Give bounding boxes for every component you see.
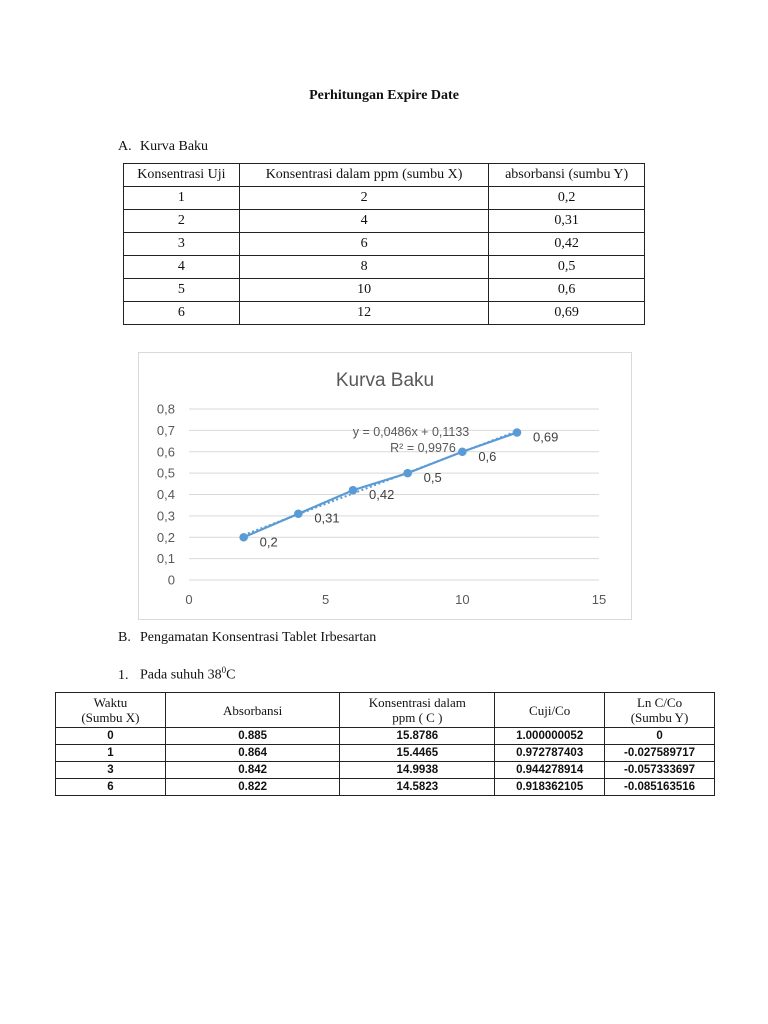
y-tick-label: 0,6 bbox=[156, 444, 175, 460]
section-a-label: Kurva Baku bbox=[140, 139, 209, 154]
table-cell: 0,5 bbox=[489, 256, 645, 279]
y-tick-label: 0,4 bbox=[156, 487, 175, 502]
data-point bbox=[513, 428, 522, 437]
section-a-heading bbox=[118, 139, 208, 155]
table-cell: -0.085163516 bbox=[605, 779, 715, 796]
data-label: 0,42 bbox=[369, 487, 395, 503]
table-cell: -0.027589717 bbox=[605, 745, 715, 762]
subsection-1-heading bbox=[118, 665, 236, 684]
section-b-label: Pengamatan Konsentrasi Tablet Irbesartan bbox=[140, 630, 377, 645]
header-cell: Ln C/Co (Sumbu Y) bbox=[605, 693, 715, 728]
table-cell: 1 bbox=[124, 187, 240, 210]
table-cell: 0.972787403 bbox=[495, 745, 605, 762]
data-point bbox=[403, 469, 412, 478]
table-cell: 8 bbox=[239, 256, 488, 279]
y-tick-label: 0,5 bbox=[156, 465, 175, 481]
x-tick-label: 10 bbox=[455, 592, 470, 607]
table-cell: 12 bbox=[239, 302, 488, 325]
y-tick-label: 0,1 bbox=[156, 551, 175, 567]
data-point bbox=[349, 486, 358, 495]
table-row bbox=[56, 728, 715, 745]
trendline-equation: y = 0,0486x + 0,1133 bbox=[352, 425, 470, 439]
table-cell: -0.057333697 bbox=[605, 762, 715, 779]
table-cell: 14.9938 bbox=[340, 762, 495, 779]
table-cell: 0.918362105 bbox=[495, 779, 605, 796]
table-cell: 0,31 bbox=[489, 210, 645, 233]
konsentrasi-table bbox=[55, 692, 715, 796]
table-row bbox=[124, 233, 645, 256]
kurva-baku-table bbox=[123, 163, 645, 325]
table-cell: 0.842 bbox=[165, 762, 340, 779]
table-cell: 6 bbox=[239, 233, 488, 256]
x-tick-label: 0 bbox=[185, 592, 193, 607]
chart-svg bbox=[139, 353, 631, 619]
table-row bbox=[124, 256, 645, 279]
header-cell: Konsentrasi dalam ppm ( C ) bbox=[340, 693, 495, 728]
header-cell: Cuji/Co bbox=[495, 693, 605, 728]
header-cell: Konsentrasi dalam ppm (sumbu X) bbox=[239, 164, 488, 187]
kurva-baku-chart bbox=[138, 352, 632, 620]
table-cell: 0 bbox=[605, 728, 715, 745]
y-tick-label: 0,8 bbox=[156, 401, 175, 417]
table-row bbox=[124, 187, 645, 210]
table-cell: 0.885 bbox=[165, 728, 340, 745]
table-cell: 0,69 bbox=[489, 302, 645, 325]
data-point bbox=[239, 533, 248, 542]
table-row bbox=[56, 779, 715, 796]
table-cell: 0.944278914 bbox=[495, 762, 605, 779]
table-row bbox=[124, 210, 645, 233]
table-cell: 0,6 bbox=[489, 279, 645, 302]
data-point bbox=[294, 509, 303, 518]
section-a-letter: A. bbox=[118, 139, 132, 154]
header-cell: absorbansi (sumbu Y) bbox=[489, 164, 645, 187]
table-cell: 6 bbox=[124, 302, 240, 325]
table-cell: 6 bbox=[56, 779, 166, 796]
table-row bbox=[124, 279, 645, 302]
table-cell: 0.864 bbox=[165, 745, 340, 762]
subsection-1-number: 1. bbox=[118, 667, 129, 683]
table-cell: 0,42 bbox=[489, 233, 645, 256]
table-row bbox=[56, 745, 715, 762]
trendline-r-squared: R² = 0,9976 bbox=[390, 441, 456, 455]
table-cell: 2 bbox=[124, 210, 240, 233]
y-tick-label: 0 bbox=[167, 572, 175, 588]
table-cell: 0.822 bbox=[165, 779, 340, 796]
table-cell: 4 bbox=[239, 210, 488, 233]
table-cell: 4 bbox=[124, 256, 240, 279]
table-cell: 15.8786 bbox=[340, 728, 495, 745]
table-cell: 1.000000052 bbox=[495, 728, 605, 745]
section-b-letter: B. bbox=[118, 630, 131, 645]
series-line bbox=[244, 433, 517, 538]
data-label: 0,31 bbox=[314, 510, 340, 526]
degree-superscript: 0 bbox=[221, 665, 227, 675]
x-tick-label: 15 bbox=[591, 592, 607, 607]
table-header-row bbox=[124, 164, 645, 187]
table-row bbox=[124, 302, 645, 325]
table-cell: 3 bbox=[124, 233, 240, 256]
page-title: Perhitungan Expire Date bbox=[309, 88, 459, 103]
data-label: 0,69 bbox=[533, 429, 559, 445]
section-b-heading bbox=[118, 630, 376, 646]
table-cell: 1 bbox=[56, 745, 166, 762]
header-cell: Absorbansi bbox=[165, 693, 340, 728]
data-label: 0,2 bbox=[259, 534, 278, 550]
temperature-unit: C bbox=[226, 667, 236, 683]
data-point bbox=[458, 447, 467, 456]
table-row bbox=[56, 762, 715, 779]
table-cell: 2 bbox=[239, 187, 488, 210]
table-cell: 14.5823 bbox=[340, 779, 495, 796]
table-cell: 3 bbox=[56, 762, 166, 779]
header-cell: Konsentrasi Uji bbox=[124, 164, 240, 187]
table-cell: 15.4465 bbox=[340, 745, 495, 762]
chart-title: Kurva Baku bbox=[335, 370, 435, 391]
y-tick-label: 0,7 bbox=[156, 422, 175, 438]
y-tick-label: 0,2 bbox=[156, 529, 175, 545]
data-label: 0,6 bbox=[478, 448, 497, 464]
y-tick-label: 0,3 bbox=[156, 508, 175, 524]
subsection-1-label: Pada suhuh 38 bbox=[140, 667, 222, 683]
table-cell: 0,2 bbox=[489, 187, 645, 210]
table-header-row bbox=[56, 693, 715, 728]
header-cell: Waktu (Sumbu X) bbox=[56, 693, 166, 728]
table-cell: 0 bbox=[56, 728, 166, 745]
x-tick-label: 5 bbox=[322, 592, 330, 607]
table-cell: 5 bbox=[124, 279, 240, 302]
data-label: 0,5 bbox=[423, 470, 442, 486]
table-cell: 10 bbox=[239, 279, 488, 302]
